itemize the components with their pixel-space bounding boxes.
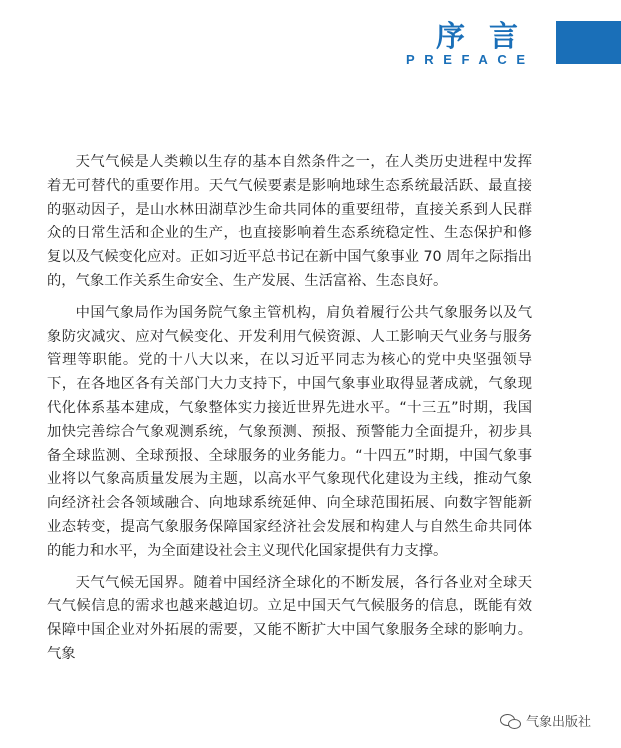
page-subtitle: PREFACE — [406, 52, 535, 67]
wechat-icon — [500, 713, 522, 729]
paragraph: 天气气候无国界。随着中国经济全球化的不断发展，各行各业对全球天气气候信息的需求也越来越迫切。立足中国天气气候服务的信息，既能有效保障中国企业对外拓展的需要，又能不断扩大中国气象服务全球的影响力。气象 — [47, 574, 532, 662]
preface-body — [47, 151, 532, 675]
watermark-text: 气象出版社 — [526, 715, 592, 730]
publisher-watermark — [500, 711, 591, 730]
page-title: 序言 — [436, 19, 543, 53]
paragraph: 天气气候是人类赖以生存的基本自然条件之一，在人类历史进程中发挥着无可替代的重要作用。天气气候要素是影响地球生态系统最活跃、最直接的驱动因子，是山水林田湖草沙生命共同体的重要纽带，直接关系到人民群众的日常生活和企业的生产，也直接影响着生态系统稳定性、生态保护和修复以及气候变化应对。正如习近平总书记在新中国气象事业 70 周年之际指出的，气象工作关系生命安全、生产发展、生活富裕、生态良好。 — [47, 154, 532, 289]
paragraph: 中国气象局作为国务院气象主管机构，肩负着履行公共气象服务以及气象防灾减灾、应对气候变化、开发利用气候资源、人工影响天气业务与服务管理等职能。党的十八大以来，在以习近平同志为核心的党中央坚强领导下，在各地区各有关部门大力支持下，中国气象事业取得显著成就，气象现代化体系基本建成，气象整体实力接近世界先进水平。“十三五”时期，我国加快完善综合气象观测系统，气象预测、预报、预警能力全面提升，初步具备全球监测、全球预报、全球服务的业务能力。“十四五”时期，中国气象事业将以气象高质量发展为主题，以高水平气象现代化建设为主线，推动气象向经济社会各领域融合、向地球系统延伸、向全球范围拓展、向数字智能新业态转变，提高气象服务保障国家经济社会发展和构建人与自然生命共同体的能力和水平，为全面建设社会主义现代化国家提供有力支撑。 — [47, 304, 532, 559]
header-accent-block — [556, 21, 621, 64]
